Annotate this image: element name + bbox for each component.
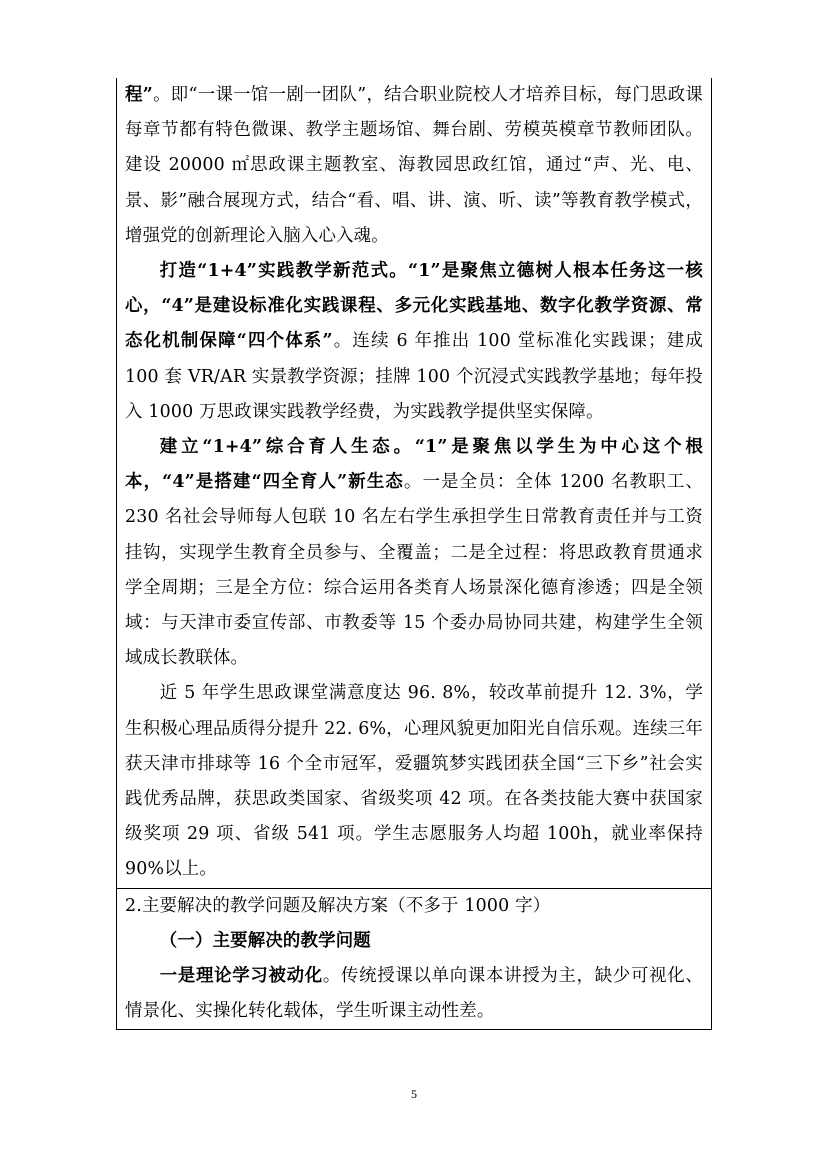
bold-lead: 建立“1+4”综合育人生态。“1”是聚焦以学生为中心这个根本，“4”是搭建“四全育人”新生态 (125, 437, 703, 493)
paragraph-results (125, 676, 703, 887)
table-cell-achievements (117, 78, 711, 889)
bold-lead: 一是理论学习被动化 (159, 966, 323, 987)
paragraph-text: 近 5 年学生思政课堂满意度达 96. 8%，较改革前提升 12. 3%，学生积极心理品质得分提升 22. 6%，心理风貌更加阳光自信乐观。连续三年获天津市排球等 16 个全市冠军，爱疆筑梦实践团获全国“三下乡”社会实践优秀品牌，获思政类国家、省级奖项 42 项。在各类技能大赛中获国家级奖项 29 项、省级 541 项。学生志愿服务人均超 100h，就业率保持 90%以上。 (125, 683, 703, 880)
paragraph-problem-one (125, 959, 703, 1029)
bold-lead: 程” (125, 85, 153, 105)
paragraph-text: 。传统授课以单向课本讲授为主，缺少可视化、情景化、实操化转化载体，学生听课主动性差。 (125, 966, 703, 1022)
paragraph-theme-venues (125, 78, 703, 254)
subheading: （一）主要解决的教学问题 (159, 930, 371, 951)
paragraph-text: 。即“一课一馆一剧一团队”，结合职业院校人才培养目标，每门思政课每章节都有特色微课、教学主题场馆、舞台剧、劳模英模章节教师团队。建设 20000 ㎡思政课主题教室、海教园思政红馆，通过“声、光、电、景、影”融合展现方式，结合“看、唱、讲、演、听、读”等教育教学模式，增强党的创新理论入脑入心入魂。 (125, 85, 704, 246)
paragraph-education-ecology (125, 430, 703, 676)
table-cell-problems (117, 889, 711, 1030)
page-number: 5 (411, 1087, 417, 1101)
paragraph-text: 。一是全员：全体 1200 名教职工、230 名社会导师每人包联 10 名左右学生承担学生日常教育责任并与工资挂钩，实现学生教育全员参与、全覆盖；二是全过程：将思政教育贯通求学全周期；三是全方位：综合运用各类育人场景深化德育渗透；四是全领域：与天津市委宣传部、市教委等 15 个委办局协同共建，构建学生全领域成长教联体。 (125, 472, 703, 669)
paragraph-practice-paradigm (125, 254, 703, 430)
section-title: 2.主要解决的教学问题及解决方案（不多于 1000 字） (125, 895, 551, 916)
content-table (116, 78, 712, 1030)
bold-lead: 打造“1+4”实践教学新范式。“1”是聚焦立德树人根本任务这一核心，“4”是建设标准化实践课程、多元化实践基地、数字化教学资源、常态化机制保障“四个体系” (125, 261, 703, 352)
paragraph-text: 。连续 6 年推出 100 堂标准化实践课；建成 100 套 VR/AR 实景教学资源；挂牌 100 个沉浸式实践教学基地；每年投入 1000 万思政课实践教学经费，为实践教学提供坚实保障。 (125, 331, 703, 422)
